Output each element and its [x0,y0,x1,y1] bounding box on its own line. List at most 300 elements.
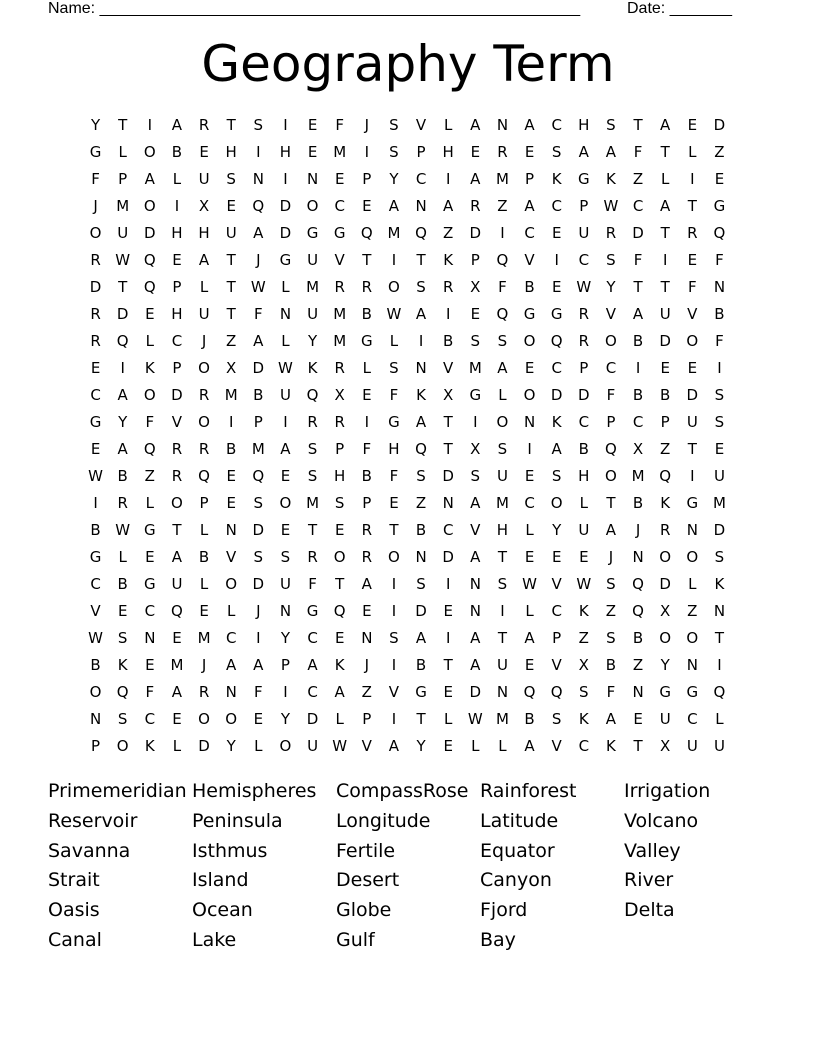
grid-letter[interactable]: G [388,413,400,431]
grid-letter[interactable]: G [550,305,563,323]
grid-letter[interactable]: I [662,251,668,269]
grid-letter[interactable]: I [717,656,722,674]
grid-letter[interactable]: Y [280,629,291,647]
grid-letter[interactable]: K [144,737,155,755]
grid-letter[interactable]: Q [713,224,726,242]
grid-letter[interactable]: W [88,467,103,485]
grid-letter[interactable]: E [443,602,453,620]
grid-letter[interactable]: L [145,494,154,512]
grid-letter[interactable]: B [443,332,454,350]
grid-letter[interactable]: S [389,629,399,647]
grid-letter[interactable]: I [283,683,288,701]
grid-letter[interactable]: H [578,116,590,134]
grid-letter[interactable]: R [198,683,210,701]
grid-letter[interactable]: U [307,737,319,755]
grid-letter[interactable]: J [256,251,261,269]
grid-letter[interactable]: K [307,359,318,377]
grid-letter[interactable]: L [444,116,453,134]
grid-letter[interactable]: R [470,197,481,215]
grid-letter[interactable]: T [660,224,670,242]
grid-letter[interactable]: F [715,251,724,269]
grid-letter[interactable]: G [89,548,102,566]
grid-letter[interactable]: K [443,251,454,269]
grid-letter[interactable]: N [713,278,726,296]
grid-letter[interactable]: L [199,575,209,593]
grid-letter[interactable]: I [174,197,180,215]
grid-letter[interactable]: D [144,224,156,242]
grid-letter[interactable]: P [172,278,182,296]
grid-letter[interactable]: F [633,143,643,161]
grid-letter[interactable]: Q [252,197,265,215]
grid-letter[interactable]: K [578,710,589,728]
grid-letter[interactable]: E [334,629,345,647]
grid-letter[interactable]: Y [606,278,616,296]
grid-letter[interactable]: D [252,575,265,593]
grid-letter[interactable]: A [144,170,155,188]
grid-letter[interactable]: C [578,737,590,755]
grid-letter[interactable]: A [524,197,535,215]
grid-letter[interactable]: L [172,737,182,755]
grid-letter[interactable]: R [117,494,128,512]
grid-letter[interactable]: D [279,197,292,215]
grid-letter[interactable]: B [361,467,372,485]
grid-letter[interactable]: S [470,467,481,485]
grid-letter[interactable]: B [90,521,101,539]
grid-letter[interactable]: W [250,278,266,296]
grid-letter[interactable]: A [470,629,481,647]
grid-letter[interactable]: Q [713,683,726,701]
grid-letter[interactable]: C [307,629,318,647]
grid-letter[interactable]: F [389,467,399,485]
grid-letter[interactable]: E [660,359,670,377]
grid-letter[interactable]: I [120,359,125,377]
grid-letter[interactable]: I [283,170,288,188]
grid-letter[interactable]: D [415,602,427,620]
grid-letter[interactable]: R [307,548,318,566]
grid-letter[interactable]: C [307,683,318,701]
grid-letter[interactable]: Q [252,467,265,485]
grid-letter[interactable]: U [279,575,291,593]
grid-letter[interactable]: I [635,359,641,377]
grid-letter[interactable]: M [224,386,238,404]
grid-letter[interactable]: L [688,143,697,161]
grid-letter[interactable]: E [226,467,236,485]
grid-letter[interactable]: L [525,521,534,539]
grid-letter[interactable]: I [256,629,261,647]
grid-letter[interactable]: T [226,251,236,269]
grid-letter[interactable]: P [416,143,426,161]
grid-letter[interactable]: T [714,629,725,647]
grid-letter[interactable]: R [361,521,373,539]
grid-letter[interactable]: I [391,710,397,728]
grid-letter[interactable]: L [444,710,453,728]
grid-letter[interactable]: S [389,143,399,161]
grid-letter[interactable]: A [497,359,508,377]
grid-letter[interactable]: E [199,602,209,620]
grid-letter[interactable]: J [364,656,370,674]
grid-letter[interactable]: D [578,386,590,404]
grid-letter[interactable]: F [606,386,616,404]
grid-letter[interactable]: I [445,575,451,593]
grid-letter[interactable]: M [116,197,130,215]
grid-letter[interactable]: A [443,197,454,215]
grid-letter[interactable]: T [416,710,426,728]
grid-letter[interactable]: J [364,116,370,134]
grid-letter[interactable]: Y [90,116,101,134]
grid-letter[interactable]: O [605,467,617,485]
grid-letter[interactable]: H [225,143,237,161]
grid-letter[interactable]: S [551,143,562,161]
grid-letter[interactable]: T [633,737,643,755]
grid-letter[interactable]: G [279,251,292,269]
grid-letter[interactable]: J [201,656,207,674]
grid-letter[interactable]: L [118,143,127,161]
grid-letter[interactable]: T [118,278,128,296]
grid-letter[interactable]: E [307,143,318,161]
grid-letter[interactable]: G [523,305,536,323]
grid-letter[interactable]: S [334,494,345,512]
grid-letter[interactable]: U [578,521,590,539]
grid-letter[interactable]: B [226,440,237,458]
grid-letter[interactable]: P [660,413,670,431]
grid-letter[interactable]: E [524,143,535,161]
grid-letter[interactable]: D [469,683,482,701]
grid-letter[interactable]: N [686,656,698,674]
grid-letter[interactable]: L [118,548,127,566]
grid-letter[interactable]: Q [523,683,536,701]
grid-letter[interactable]: E [307,116,318,134]
grid-letter[interactable]: P [199,494,209,512]
grid-letter[interactable]: R [687,224,698,242]
grid-letter[interactable]: T [118,116,128,134]
grid-letter[interactable]: P [470,251,480,269]
grid-letter[interactable]: X [660,737,671,755]
grid-letter[interactable]: S [253,494,264,512]
grid-letter[interactable]: R [171,440,183,458]
grid-letter[interactable]: O [388,278,400,296]
grid-letter[interactable]: E [470,305,481,323]
grid-letter[interactable]: E [362,197,372,215]
grid-letter[interactable]: V [443,359,454,377]
grid-letter[interactable]: A [226,656,237,674]
grid-letter[interactable]: K [606,737,616,755]
grid-letter[interactable]: U [578,224,590,242]
grid-letter[interactable]: D [659,575,671,593]
grid-letter[interactable]: Z [660,440,671,458]
grid-letter[interactable]: U [686,737,698,755]
grid-letter[interactable]: L [281,332,290,350]
grid-letter[interactable]: A [388,737,400,755]
grid-letter[interactable]: T [307,521,318,539]
grid-letter[interactable]: T [362,251,372,269]
grid-letter[interactable]: A [470,656,481,674]
grid-letter[interactable]: O [659,548,672,566]
grid-letter[interactable]: V [226,548,237,566]
grid-letter[interactable]: T [687,197,697,215]
grid-letter[interactable]: S [416,467,426,485]
grid-letter[interactable]: V [687,305,698,323]
grid-letter[interactable]: A [551,440,562,458]
grid-letter[interactable]: R [334,359,345,377]
grid-letter[interactable]: C [90,386,101,404]
grid-letter[interactable]: A [388,197,400,215]
grid-letter[interactable]: N [225,521,237,539]
grid-letter[interactable]: C [551,602,562,620]
grid-letter[interactable]: A [605,143,617,161]
grid-letter[interactable]: E [362,386,372,404]
grid-letter[interactable]: D [469,224,482,242]
grid-letter[interactable]: H [198,224,210,242]
grid-letter[interactable]: D [116,305,129,323]
grid-letter[interactable]: K [117,656,128,674]
grid-letter[interactable]: I [445,629,451,647]
grid-letter[interactable]: A [307,656,318,674]
grid-letter[interactable]: U [171,575,183,593]
grid-letter[interactable]: L [525,602,534,620]
grid-letter[interactable]: E [145,305,155,323]
grid-letter[interactable]: M [333,332,347,350]
grid-letter[interactable]: B [90,656,101,674]
grid-letter[interactable]: T [633,116,643,134]
grid-letter[interactable]: P [172,359,182,377]
grid-letter[interactable]: U [496,656,508,674]
grid-letter[interactable]: L [715,710,724,728]
grid-letter[interactable]: N [632,548,644,566]
grid-letter[interactable]: E [226,494,236,512]
grid-letter[interactable]: D [252,521,265,539]
grid-letter[interactable]: L [199,278,209,296]
grid-letter[interactable]: K [606,170,616,188]
grid-letter[interactable]: B [253,386,264,404]
grid-letter[interactable]: O [198,413,210,431]
grid-letter[interactable]: S [416,278,426,296]
grid-letter[interactable]: Z [605,602,617,620]
grid-letter[interactable]: F [253,305,263,323]
grid-letter[interactable]: K [578,602,589,620]
grid-letter[interactable]: U [307,305,319,323]
grid-letter[interactable]: L [688,575,697,593]
grid-letter[interactable]: I [391,602,397,620]
grid-letter[interactable]: O [686,548,699,566]
grid-letter[interactable]: K [660,494,671,512]
grid-letter[interactable]: R [442,278,454,296]
grid-letter[interactable]: I [500,224,505,242]
grid-letter[interactable]: N [306,170,319,188]
grid-letter[interactable]: R [497,143,508,161]
grid-letter[interactable]: Q [306,386,319,404]
grid-letter[interactable]: S [606,116,616,134]
grid-letter[interactable]: E [443,737,453,755]
grid-letter[interactable]: W [115,251,131,269]
grid-letter[interactable]: K [551,413,562,431]
grid-letter[interactable]: Q [143,251,156,269]
grid-letter[interactable]: N [442,494,454,512]
grid-letter[interactable]: W [603,197,619,215]
grid-letter[interactable]: C [551,359,562,377]
grid-letter[interactable]: F [498,278,507,296]
grid-letter[interactable]: P [579,197,589,215]
grid-letter[interactable]: I [364,413,370,431]
grid-letter[interactable]: C [171,332,183,350]
grid-letter[interactable]: M [495,710,509,728]
grid-letter[interactable]: W [88,629,103,647]
grid-letter[interactable]: T [660,143,670,161]
grid-letter[interactable]: C [90,575,101,593]
grid-letter[interactable]: B [605,656,617,674]
grid-letter[interactable]: F [335,116,344,134]
grid-letter[interactable]: W [576,278,592,296]
grid-letter[interactable]: U [117,224,129,242]
grid-letter[interactable]: E [389,494,399,512]
grid-letter[interactable]: A [334,683,345,701]
grid-letter[interactable]: W [332,737,348,755]
grid-letter[interactable]: Z [687,602,698,620]
grid-letter[interactable]: Q [550,332,563,350]
grid-letter[interactable]: Y [280,710,291,728]
grid-letter[interactable]: S [307,440,318,458]
grid-letter[interactable]: D [171,386,183,404]
grid-letter[interactable]: D [198,737,210,755]
grid-letter[interactable]: I [283,413,288,431]
grid-letter[interactable]: W [115,521,131,539]
grid-letter[interactable]: O [306,197,319,215]
grid-letter[interactable]: T [226,305,236,323]
grid-letter[interactable]: B [415,521,427,539]
grid-letter[interactable]: M [170,656,184,674]
grid-letter[interactable]: A [470,494,481,512]
grid-letter[interactable]: X [470,278,481,296]
grid-letter[interactable]: X [443,386,454,404]
grid-letter[interactable]: P [606,413,616,431]
grid-letter[interactable]: Z [632,656,644,674]
grid-letter[interactable]: N [632,683,644,701]
grid-letter[interactable]: S [117,629,128,647]
grid-letter[interactable]: S [714,548,725,566]
grid-letter[interactable]: I [473,413,478,431]
grid-letter[interactable]: E [172,251,182,269]
grid-letter[interactable]: A [171,116,183,134]
grid-letter[interactable]: E [687,251,698,269]
grid-letter[interactable]: E [172,710,182,728]
grid-letter[interactable]: A [660,197,671,215]
grid-letter[interactable]: B [524,278,535,296]
grid-letter[interactable]: L [254,737,263,755]
grid-letter[interactable]: P [118,170,128,188]
grid-letter[interactable]: S [389,359,399,377]
grid-letter[interactable]: N [469,575,481,593]
grid-letter[interactable]: Z [361,683,372,701]
grid-letter[interactable]: I [364,143,370,161]
grid-letter[interactable]: R [198,386,210,404]
grid-letter[interactable]: R [307,413,318,431]
grid-letter[interactable]: A [171,683,183,701]
grid-letter[interactable]: L [471,737,480,755]
grid-letter[interactable]: G [415,683,427,701]
grid-letter[interactable]: S [470,332,481,350]
grid-letter[interactable]: E [687,359,698,377]
grid-letter[interactable]: A [415,629,427,647]
grid-letter[interactable]: L [661,170,670,188]
grid-letter[interactable]: T [606,494,616,512]
grid-letter[interactable]: F [389,386,399,404]
grid-letter[interactable]: L [579,494,588,512]
grid-letter[interactable]: O [198,359,210,377]
grid-letter[interactable]: A [415,413,427,431]
grid-letter[interactable]: Q [143,278,156,296]
grid-letter[interactable]: F [308,575,317,593]
grid-letter[interactable]: Y [416,737,426,755]
grid-letter[interactable]: C [578,251,590,269]
grid-letter[interactable]: B [198,548,210,566]
grid-letter[interactable]: I [500,602,505,620]
grid-letter[interactable]: Q [632,602,644,620]
grid-letter[interactable]: P [91,737,101,755]
grid-letter[interactable]: P [335,440,345,458]
grid-letter[interactable]: V [605,305,617,323]
grid-letter[interactable]: G [333,224,346,242]
grid-letter[interactable]: Q [496,305,509,323]
grid-letter[interactable]: O [171,494,183,512]
grid-letter[interactable]: C [687,710,698,728]
grid-letter[interactable]: R [198,116,210,134]
grid-letter[interactable]: E [362,602,372,620]
grid-letter[interactable]: I [690,170,695,188]
grid-letter[interactable]: Q [415,224,427,242]
grid-letter[interactable]: E [524,359,535,377]
grid-letter[interactable]: W [522,575,537,593]
grid-letter[interactable]: I [418,332,424,350]
grid-letter[interactable]: B [524,710,535,728]
grid-letter[interactable]: Y [660,656,670,674]
grid-letter[interactable]: U [713,737,725,755]
grid-letter[interactable]: D [632,224,644,242]
grid-letter[interactable]: E [117,602,128,620]
grid-letter[interactable]: Q [360,224,373,242]
grid-letter[interactable]: B [361,305,372,323]
grid-letter[interactable]: C [415,170,427,188]
grid-letter[interactable]: U [279,386,291,404]
grid-letter[interactable]: G [469,386,482,404]
grid-letter[interactable]: Y [307,332,318,350]
grid-letter[interactable]: U [225,224,237,242]
grid-letter[interactable]: M [197,629,211,647]
grid-letter[interactable]: A [253,224,264,242]
grid-letter[interactable]: G [144,521,156,539]
grid-letter[interactable]: E [524,467,535,485]
grid-letter[interactable]: E [714,440,725,458]
grid-letter[interactable]: K [551,170,562,188]
grid-letter[interactable]: H [442,143,454,161]
grid-letter[interactable]: A [605,710,617,728]
grid-letter[interactable]: T [443,413,453,431]
grid-letter[interactable]: Q [605,440,617,458]
grid-letter[interactable]: L [389,332,399,350]
grid-letter[interactable]: X [632,440,644,458]
grid-letter[interactable]: S [389,116,399,134]
grid-letter[interactable]: Q [198,467,210,485]
grid-letter[interactable]: S [117,710,128,728]
grid-letter[interactable]: S [253,548,264,566]
grid-letter[interactable]: H [171,224,183,242]
grid-letter[interactable]: R [334,278,345,296]
grid-letter[interactable]: E [145,548,155,566]
grid-letter[interactable]: Q [550,683,563,701]
grid-letter[interactable]: C [144,602,156,620]
grid-letter[interactable]: Z [144,467,155,485]
grid-letter[interactable]: L [498,737,507,755]
grid-letter[interactable]: L [199,521,209,539]
grid-letter[interactable]: U [198,305,210,323]
